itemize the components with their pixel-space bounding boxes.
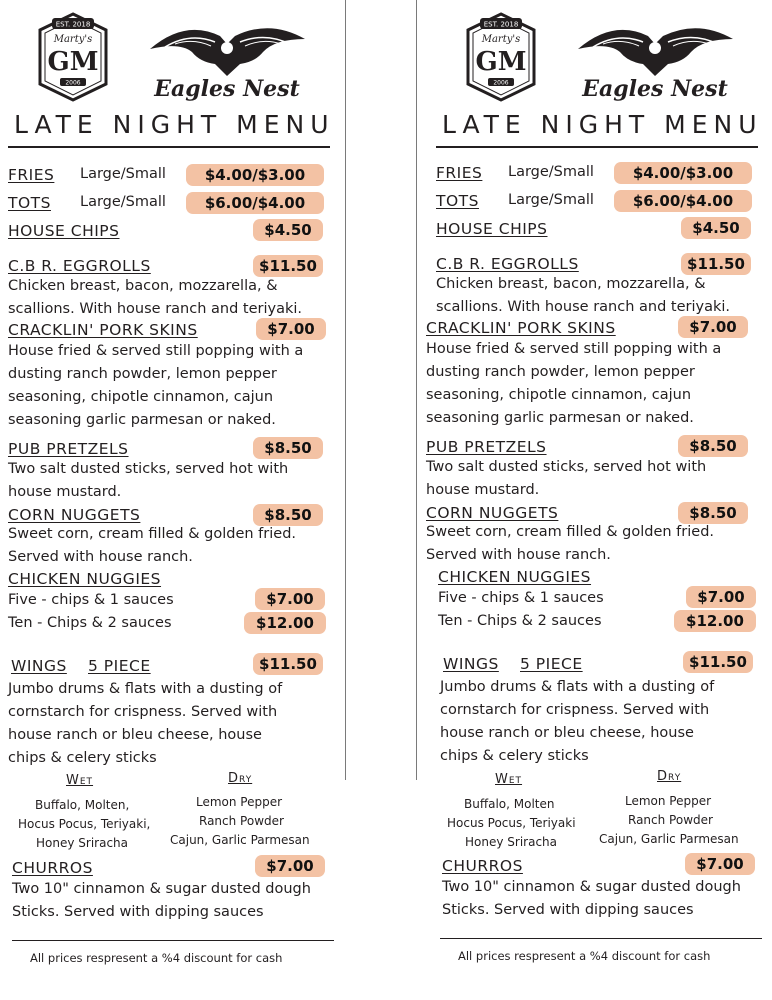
item-skins-name: CRACKLIN' PORK SKINS: [426, 319, 616, 337]
price-badge: $4.00/$3.00: [186, 164, 324, 186]
svg-text:Eagles Nest: Eagles Nest: [154, 76, 300, 102]
price-badge: $6.00/$4.00: [186, 192, 324, 214]
svg-text:GM: GM: [47, 47, 99, 77]
price-badge: $8.50: [253, 437, 323, 459]
price-badge: $6.00/$4.00: [614, 190, 752, 212]
dry-sauce: Cajun, Garlic Parmesan: [170, 833, 310, 847]
item-option: Ten - Chips & 2 sauces: [8, 615, 172, 631]
footer-note: All prices respresent a %4 discount for cash: [30, 951, 283, 965]
item-eggrolls-name: C.B R. EGGROLLS: [436, 255, 579, 273]
item-description: Jumbo drums & flats with a dusting of cornstarch for crispness. Served with house ranch or bleu cheese, house chips & celery sticks: [8, 681, 283, 766]
wet-sauce: Hocus Pocus, Teriyaki: [447, 816, 576, 830]
wet-sauce: Buffalo, Molten,: [35, 798, 130, 812]
item-pretzels-name: PUB PRETZELS: [8, 440, 129, 458]
svg-text:Marty's: Marty's: [481, 34, 521, 45]
item-option: Five - chips & 1 sauces: [8, 592, 174, 608]
item-description: House fried & served still popping with a dusting ranch powder, lemon pepper seasoning, chipotle cinnamon, cajun seasoning garlic parmesan or naked.: [426, 341, 722, 426]
item-tots-name: TOTS: [8, 194, 51, 212]
price-badge: $12.00: [244, 612, 326, 634]
price-badge: $4.00/$3.00: [614, 162, 752, 184]
dry-sauce: Lemon Pepper: [196, 795, 283, 809]
price-badge: $8.50: [678, 435, 748, 457]
item-tots-name: TOTS: [436, 192, 479, 210]
item-description: Two salt dusted sticks, served hot with house mustard.: [426, 459, 707, 498]
item-description: Sweet corn, cream filled & golden fried. Served with house ranch.: [426, 524, 715, 563]
item-description: Two salt dusted sticks, served hot with house mustard.: [8, 461, 289, 500]
dry-sauce: Cajun, Garlic Parmesan: [599, 832, 739, 846]
item-tots-size: Large/Small: [508, 192, 594, 208]
fold-line: [345, 0, 346, 780]
price-badge: $7.00: [678, 316, 748, 338]
price-badge: $11.50: [681, 253, 751, 275]
svg-text:GM: GM: [475, 47, 527, 77]
price-badge: $7.00: [686, 586, 756, 608]
price-badge: $4.50: [253, 219, 323, 241]
item-option: Ten - Chips & 2 sauces: [438, 613, 602, 629]
svg-text:Marty's: Marty's: [53, 34, 93, 45]
divider: [8, 146, 330, 148]
price-badge: $7.00: [256, 318, 326, 340]
wet-sauce: Honey Sriracha: [465, 835, 557, 849]
item-option: Five - chips & 1 sauces: [438, 590, 604, 606]
item-wings-count: 5 PIECE: [520, 655, 583, 673]
item-chips-name: HOUSE CHIPS: [436, 220, 548, 238]
wet-header: Wet: [66, 773, 94, 788]
wet-sauce: Hocus Pocus, Teriyaki,: [18, 817, 151, 831]
item-fries-size: Large/Small: [508, 164, 594, 180]
divider: [12, 940, 334, 941]
price-badge: $7.00: [255, 855, 325, 877]
item-skins-name: CRACKLIN' PORK SKINS: [8, 321, 198, 339]
divider: [440, 938, 762, 939]
wet-sauce: Honey Sriracha: [36, 836, 128, 850]
item-wings-name: WINGS: [11, 657, 67, 675]
svg-text:EST. 2018: EST. 2018: [55, 20, 91, 29]
item-tots-size: Large/Small: [80, 194, 166, 210]
eagles-nest-logo: [145, 14, 310, 104]
menu-panel-left: [0, 0, 340, 1000]
price-badge: $8.50: [253, 504, 323, 526]
footer-note: All prices respresent a %4 discount for cash: [458, 949, 711, 963]
svg-text:2006: 2006: [65, 79, 81, 87]
item-corn-name: CORN NUGGETS: [8, 506, 141, 524]
dry-sauce: Lemon Pepper: [625, 794, 712, 808]
menu-title: LATE NIGHT MENU: [14, 110, 335, 139]
item-wings-count: 5 PIECE: [88, 657, 151, 675]
dry-sauce: Ranch Powder: [199, 814, 284, 828]
price-badge: $11.50: [253, 653, 323, 675]
item-description: Chicken breast, bacon, mozzarella, & scallions. With house ranch and teriyaki.: [436, 276, 730, 315]
item-nuggies-name: CHICKEN NUGGIES: [8, 570, 162, 588]
price-badge: $7.00: [685, 853, 755, 875]
item-churros-name: CHURROS: [442, 857, 523, 875]
item-corn-name: CORN NUGGETS: [426, 504, 559, 522]
fold-line: [416, 0, 417, 780]
price-badge: $7.00: [255, 588, 325, 610]
item-pretzels-name: PUB PRETZELS: [426, 438, 547, 456]
item-chips-name: HOUSE CHIPS: [8, 222, 120, 240]
item-fries-name: FRIES: [436, 164, 483, 182]
eagles-nest-logo: [573, 14, 738, 104]
svg-text:2006: 2006: [493, 79, 509, 87]
item-fries-size: Large/Small: [80, 166, 166, 182]
menu-title: LATE NIGHT MENU: [442, 110, 763, 139]
item-eggrolls-name: C.B R. EGGROLLS: [8, 257, 151, 275]
dry-sauce: Ranch Powder: [628, 813, 713, 827]
item-description: Two 10" cinnamon & sugar dusted dough Sticks. Served with dipping sauces: [12, 881, 311, 920]
divider: [436, 146, 758, 148]
item-description: House fried & served still popping with a dusting ranch powder, lemon pepper seasoning, chipotle cinnamon, cajun seasoning garlic parmesan or naked.: [8, 343, 304, 428]
item-description: Jumbo drums & flats with a dusting of cornstarch for crispness. Served with house ranch or bleu cheese, house chips & celery sticks: [440, 679, 715, 764]
item-wings-name: WINGS: [443, 655, 499, 673]
price-badge: $8.50: [678, 502, 748, 524]
item-nuggies-name: CHICKEN NUGGIES: [438, 568, 592, 586]
item-description: Sweet corn, cream filled & golden fried. Served with house ranch.: [8, 526, 297, 565]
price-badge: $11.50: [253, 255, 323, 277]
martys-gm-logo: [466, 12, 536, 102]
price-badge: $4.50: [681, 217, 751, 239]
dry-header: Dry: [228, 771, 253, 786]
svg-text:EST. 2018: EST. 2018: [483, 20, 519, 29]
price-badge: $12.00: [674, 610, 756, 632]
dry-header: Dry: [657, 769, 682, 784]
item-description: Two 10" cinnamon & sugar dusted dough Sticks. Served with dipping sauces: [442, 879, 741, 918]
wet-sauce: Buffalo, Molten: [464, 797, 555, 811]
wet-header: Wet: [495, 772, 523, 787]
item-description: Chicken breast, bacon, mozzarella, & scallions. With house ranch and teriyaki.: [8, 278, 302, 317]
item-fries-name: FRIES: [8, 166, 55, 184]
item-churros-name: CHURROS: [12, 859, 93, 877]
martys-gm-logo: [38, 12, 108, 102]
price-badge: $11.50: [683, 651, 753, 673]
svg-text:Eagles Nest: Eagles Nest: [582, 76, 728, 102]
menu-panel-right: [428, 0, 768, 1000]
